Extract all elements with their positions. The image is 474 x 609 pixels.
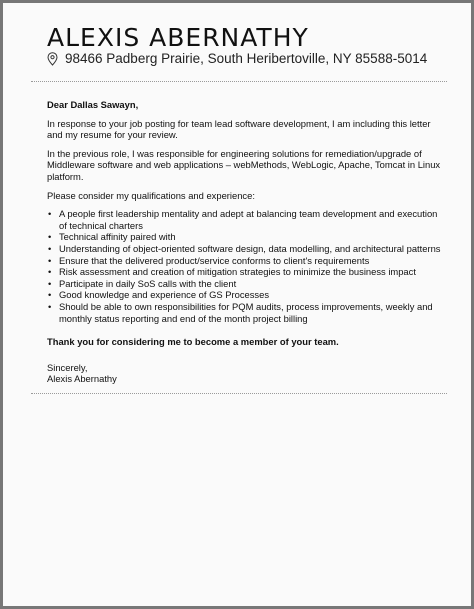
paragraph-intro: In response to your job posting for team lead software development, I am including this letter and my resume for your review. xyxy=(47,117,431,141)
signoff-block xyxy=(47,362,447,385)
applicant-name: ALEXIS ABERNATHY xyxy=(47,23,309,52)
letter-body xyxy=(47,99,447,385)
signoff: Sincerely, xyxy=(47,361,88,373)
list-item: • Participate in daily SoS calls with the client xyxy=(59,278,447,290)
top-divider xyxy=(31,81,447,82)
paragraph-previous-role: In the previous role, I was responsible for engineering solutions for remediation/upgrade of Middleware software and web applications – webMethods, WebLogic, Apache, Tomcat in Linux platform. xyxy=(47,147,441,182)
list-item: • Technical affinity paired with xyxy=(59,231,447,243)
list-item: • Risk assessment and creation of mitigation strategies to minimize the business impact xyxy=(59,266,447,278)
list-item: • Understanding of object-oriented software design, data modelling, and architectural patterns xyxy=(59,243,447,255)
list-item: • A people first leadership mentality and adept at balancing team development and execution of technical charters xyxy=(59,208,447,231)
cover-letter-page xyxy=(3,3,471,606)
list-item: • Ensure that the delivered product/service conforms to client's requirements xyxy=(59,255,447,267)
salutation: Dear Dallas Sawayn, xyxy=(47,99,139,110)
address-text: 98466 Padberg Prairie, South Heribertoville, NY 85588-5014 xyxy=(65,51,428,66)
list-item: • Good knowledge and experience of GS Processes xyxy=(59,289,447,301)
list-item: • Should be able to own responsibilities for PQM audits, process improvements, weekly and monthly status reporting and end of the month project billing xyxy=(59,301,447,324)
closing-statement: Thank you for considering me to become a member of your team. xyxy=(47,336,339,348)
address-line xyxy=(47,51,427,66)
paragraph-qualifications-lead: Please consider my qualifications and experience: xyxy=(47,189,255,201)
location-pin-icon xyxy=(47,52,58,66)
qualifications-list xyxy=(47,208,447,324)
bottom-divider xyxy=(31,393,447,394)
signature-name: Alexis Abernathy xyxy=(47,373,117,385)
